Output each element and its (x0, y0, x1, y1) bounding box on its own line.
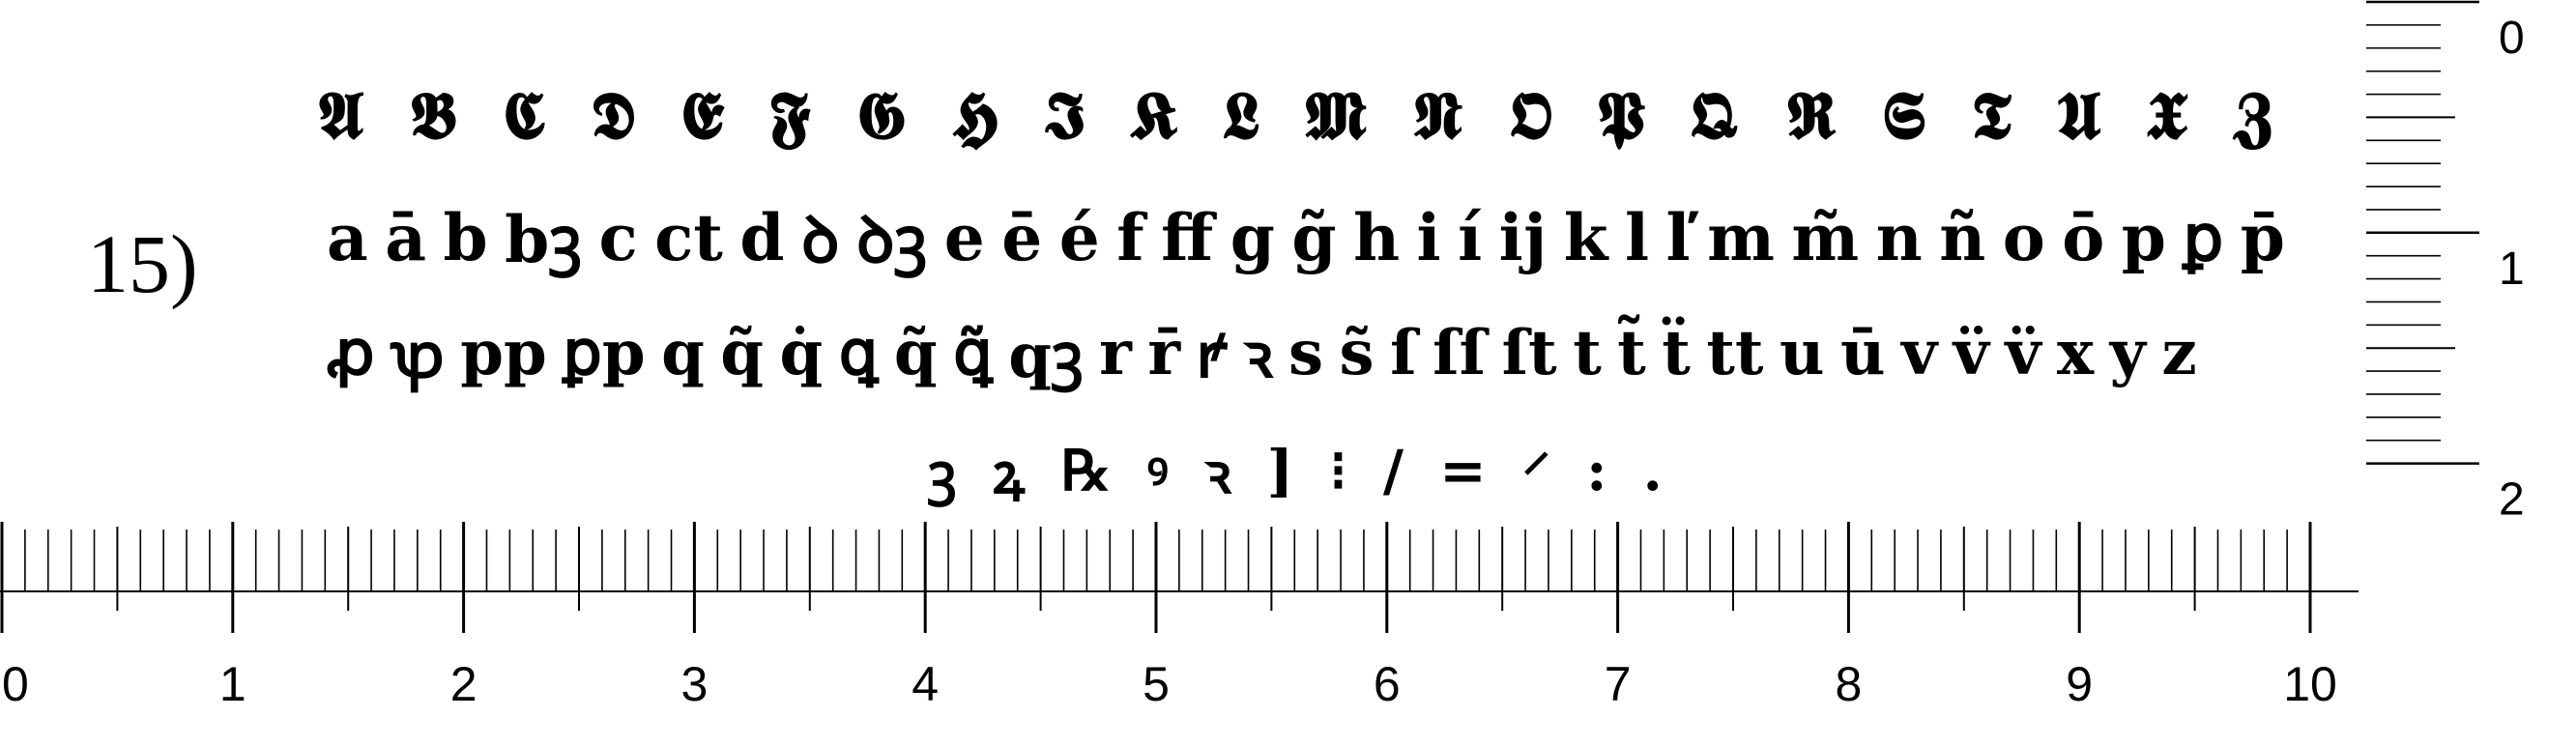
glyph: ꝑp (563, 316, 646, 389)
glyph: 𝕻 (1597, 76, 1644, 155)
glyph: ľ (1665, 200, 1691, 275)
glyph: ē (1001, 200, 1043, 275)
glyph: b (443, 200, 488, 275)
glyph: d (739, 200, 785, 275)
glyph: f (1116, 200, 1144, 275)
glyph: / (1382, 438, 1404, 503)
plate-number: 15) (87, 217, 198, 310)
glyph: z (2161, 316, 2197, 389)
glyph: 𝕲 (855, 76, 907, 155)
glyph: v̈ (2005, 316, 2041, 389)
glyph: k (1563, 200, 1608, 275)
ruler-label: 6 (1373, 657, 1401, 711)
glyph: h (1353, 200, 1401, 275)
vertical-ruler-label: 2 (2499, 473, 2525, 526)
glyph: 𝕼 (1689, 76, 1741, 155)
glyph: bꝫ (505, 202, 583, 277)
glyph: ff (1161, 200, 1214, 275)
glyph: r (1099, 316, 1132, 389)
ruler-label: 7 (1604, 657, 1632, 711)
glyph: ū (1839, 316, 1886, 389)
glyph: ꝗ̃ (953, 316, 993, 389)
glyph: ẗ (1662, 316, 1691, 389)
glyph: 𝕷 (1223, 76, 1260, 155)
glyph: ꝺ (800, 202, 840, 277)
glyph: 𝕯 (591, 76, 635, 155)
glyph: ⸍ (1521, 440, 1550, 506)
glyph: v (1900, 316, 1938, 389)
glyph: m (1707, 200, 1775, 275)
glyph: u (1779, 316, 1825, 389)
glyph: ꝑ (2183, 200, 2224, 275)
glyph: 𝕹 (1411, 76, 1462, 155)
glyph: : (1586, 438, 1607, 503)
glyph: ꝰ (1146, 440, 1169, 506)
glyph: ō (2062, 200, 2105, 275)
glyph: ꝓ (327, 316, 375, 389)
glyph: é (1058, 200, 1100, 275)
glyph: 𝕿 (1971, 76, 2012, 155)
glyph: 𝕺 (1507, 76, 1551, 155)
glyph: t (1573, 316, 1602, 389)
glyph: s̃ (1339, 316, 1375, 389)
glyph: c (598, 200, 638, 275)
glyph: g̃ (1291, 200, 1337, 275)
glyph: 𝖅 (2232, 76, 2273, 155)
vertical-ruler-label: 0 (2499, 13, 2525, 64)
glyph: e (943, 200, 985, 275)
glyph: = (1439, 438, 1487, 503)
glyph: m̃ (1791, 200, 1860, 275)
glyph: ℞ (1060, 438, 1112, 503)
glyph: a (327, 200, 368, 275)
glyph: ꝕ (391, 319, 445, 392)
glyph: 𝕬 (317, 76, 364, 155)
glyph: ꝛ (1203, 440, 1231, 506)
ruler-label: 4 (912, 657, 940, 711)
glyph: ĳ (1498, 200, 1548, 275)
glyph: 𝕰 (680, 76, 725, 155)
glyph: ñ (1939, 200, 1986, 275)
glyph: 𝕱 (769, 76, 811, 155)
glyph: ⁝ (1329, 438, 1347, 503)
glyph: ſſ (1433, 316, 1487, 389)
glyph: s (1288, 316, 1324, 389)
glyph: ꝵ (1196, 319, 1228, 392)
glyph: 𝖃 (2146, 76, 2187, 155)
ruler-label: 5 (1143, 657, 1170, 711)
vertical-ruler-label: 1 (2499, 243, 2525, 295)
glyph: x (2057, 316, 2095, 389)
glyph: 𝕳 (951, 76, 999, 155)
glyph: ꝺꝫ (856, 202, 928, 277)
glyph: pp (460, 316, 547, 389)
glyph: 𝕾 (1881, 76, 1925, 155)
glyph: . (1642, 438, 1663, 503)
ruler-label: 1 (218, 657, 246, 711)
glyph: ] (1266, 438, 1294, 503)
glyph: ſt (1501, 316, 1557, 389)
glyph: y (2109, 316, 2146, 389)
glyph: q̃ (893, 316, 938, 389)
glyph: r̄ (1147, 316, 1181, 389)
glyph: ꝛ (1243, 319, 1273, 392)
glyph: 𝕴 (1044, 76, 1085, 155)
glyph: 𝕭 (409, 76, 457, 155)
glyph: qꝫ (1008, 319, 1084, 392)
ruler-label: 8 (1835, 657, 1863, 711)
glyph: í (1458, 200, 1483, 275)
glyph: ſ (1390, 316, 1417, 389)
glyph: 𝕸 (1305, 76, 1367, 155)
ruler-label: 10 (2283, 657, 2337, 711)
glyph: 𝖀 (2057, 76, 2101, 155)
glyph: ꝫ (928, 440, 957, 506)
glyph: q (661, 316, 705, 389)
glyph: q̃ (720, 316, 765, 389)
glyph: g (1230, 200, 1275, 275)
glyph: v̈ (1953, 316, 1989, 389)
ruler-label: 0 (2, 657, 29, 711)
glyph: 𝕮 (502, 76, 546, 155)
glyph: 𝕽 (1785, 76, 1837, 155)
glyph: i (1416, 200, 1441, 275)
glyph: l (1624, 200, 1650, 275)
glyph: n (1875, 200, 1923, 275)
glyph: p̄ (2240, 200, 2285, 275)
ruler-label: 9 (2066, 657, 2094, 711)
glyph: tt (1706, 316, 1764, 389)
glyph: o (2002, 200, 2045, 275)
glyph: q̇ (779, 316, 824, 389)
glyph: 𝕶 (1130, 76, 1177, 155)
glyph: ꝝ (992, 440, 1026, 506)
ruler-label: 3 (680, 657, 709, 711)
glyph: ā (385, 200, 427, 275)
ruler-label: 2 (449, 657, 478, 711)
glyph: ꝗ (838, 316, 879, 389)
glyph: t̃ (1617, 316, 1646, 389)
glyph: ct (654, 200, 723, 275)
glyph: p (2121, 200, 2166, 275)
